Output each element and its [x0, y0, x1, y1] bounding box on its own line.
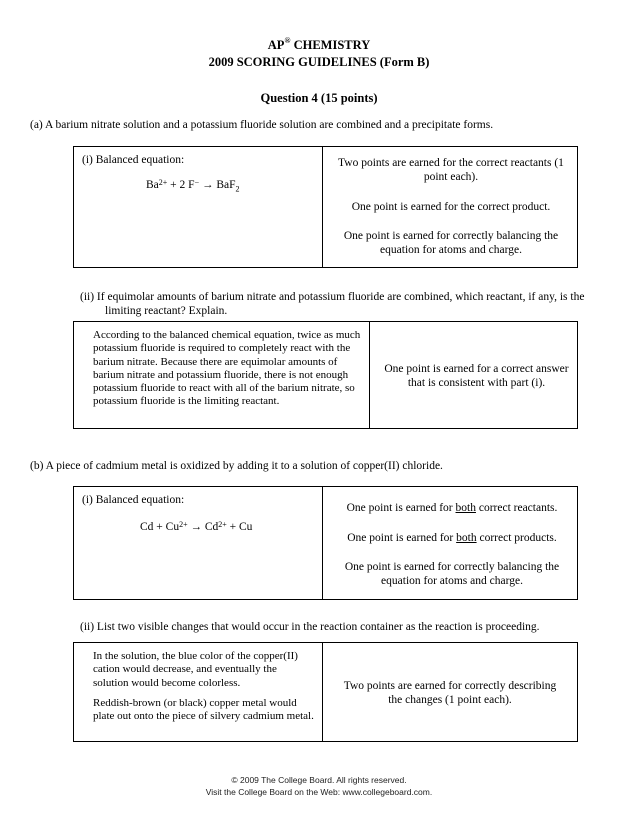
- part-a-ii-prompt: (ii) If equimolar amounts of barium nitrate and potassium fluoride are combined, which reactant, if any, is the limiting reactant? Explain.: [80, 291, 585, 317]
- scoring-point: One point is earned for correctly balancing the equation for atoms and charge.: [343, 230, 559, 256]
- footer-copyright: © 2009 The College Board. All rights reserved.: [231, 775, 407, 785]
- equation-label: (i) Balanced equation:: [82, 494, 185, 506]
- part-a-ii-box: [73, 321, 578, 429]
- header-subtitle: 2009 SCORING GUIDELINES (Form B): [208, 55, 430, 69]
- answer-text: Reddish-brown (or black) copper metal would plate out onto the piece of silvery cadmium metal.: [93, 697, 314, 723]
- scoring-point: Two points are earned for the correct reactants (1 point each).: [338, 157, 564, 183]
- part-a-prompt: (a) A barium nitrate solution and a potassium fluoride solution are combined and a precipitate forms.: [30, 119, 494, 131]
- part-b-prompt: (b) A piece of cadmium metal is oxidized by adding it to a solution of copper(II) chloride.: [30, 460, 443, 472]
- scoring-point: One point is earned for a correct answer that is consistent with part (i).: [384, 363, 569, 389]
- part-b-i-box: [73, 486, 578, 600]
- part-b-ii-prompt: (ii) List two visible changes that would occur in the reaction container as the reaction is proceeding.: [80, 621, 540, 633]
- header-title: AP® CHEMISTRY: [267, 36, 371, 52]
- box-divider: [322, 487, 323, 599]
- balanced-equation: $Cd + Cu^{2+} \to Cd^{2+} + Cu$: [140, 520, 253, 533]
- scoring-point: Two points are earned for correctly describing the changes (1 point each).: [343, 680, 557, 706]
- scoring-point: One point is earned for correctly balancing the equation for atoms and charge.: [344, 561, 560, 587]
- part-a-i-box: [73, 146, 578, 268]
- box-divider: [322, 147, 323, 267]
- scoring-point: One point is earned for the correct product.: [351, 201, 551, 213]
- box-divider: [322, 643, 323, 741]
- answer-text: In the solution, the blue color of the copper(II) cation would decrease, and eventually the solution would become colorless.: [93, 650, 298, 689]
- scoring-point: One point is earned for both correct products.: [347, 532, 557, 544]
- footer-website: Visit the College Board on the Web: www.collegeboard.com.: [205, 787, 433, 797]
- question-title: Question 4 (15 points): [260, 91, 378, 105]
- equation-label: (i) Balanced equation:: [82, 154, 185, 166]
- box-divider: [369, 322, 370, 428]
- part-b-ii-box: [73, 642, 578, 742]
- answer-text: According to the balanced chemical equation, twice as much potassium fluoride is required to completely react with the barium nitrate. Because there are equimolar amounts of barium nitrate and potassium fluoride, there is not enough potassium fluoride to react with all of the barium nitrate, so potassium fluoride is the limiting reactant.: [93, 329, 361, 408]
- scoring-point: One point is earned for both correct reactants.: [346, 502, 558, 514]
- balanced-equation: $Ba^{2+} + 2$ F− → BaF$_2$: [146, 178, 240, 194]
